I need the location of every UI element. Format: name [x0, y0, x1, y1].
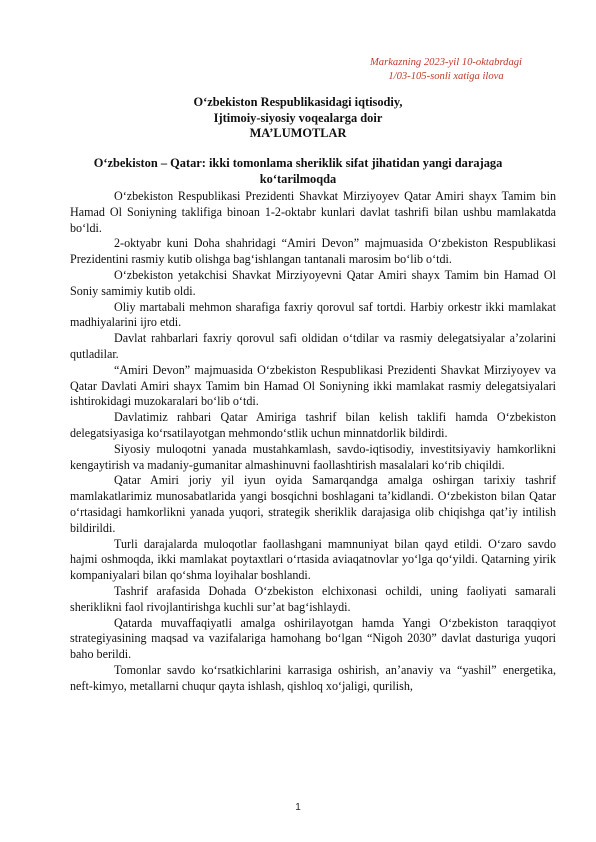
document-header	[70, 95, 526, 142]
annex-line-1: Markazning 2023-yil 10-oktabrdagi	[369, 57, 523, 68]
document-body	[70, 189, 556, 695]
section-title: O‘zbekiston – Qatar: ikki tomonlama sheriklik sifat jihatidan yangi darajaga ko‘tarilmoqda	[93, 156, 503, 186]
paragraph: Qatar Amiri joriy yil iyun oyida Samarqandga amalga oshirgan tarixiy tashrif mamlakatlarimiz munosabatlarida yangi bosqichni boshlagani ta’kidlandi. O‘zbekiston bilan Qatar o‘rtasidagi hamkorlikni yanada yuqori, strategik sheriklik darajasiga olib chiqishga qat’iy intilish bildirildi.	[70, 473, 556, 535]
header-line-2: Ijtimoiy-siyosiy voqealarga doir	[213, 110, 383, 125]
paragraph: Turli darajalarda muloqotlar faollashgani mamnuniyat bilan qayd etildi. O‘zaro savdo hajmi oshmoqda, ikki mamlakat poytaxtlari o‘rtasida aviaqatnovlar yo‘lga qo‘yildi. Qatarning yirik kompaniyalari bilan qo‘shma loyihalar boshlandi.	[70, 536, 556, 583]
page-number: 1	[295, 802, 301, 813]
paragraph: Qatarda muvaffaqiyatli amalga oshirilayotgan hamda Yangi O‘zbekiston taraqqiyot strategiyasining maqsad va vazifalariga hamohang bo‘lgan “Nigoh 2030” davlat dasturiga yuqori baho berildi.	[70, 615, 556, 662]
paragraph: O‘zbekiston Respublikasi Prezidenti Shavkat Mirziyoyev Qatar Amiri shayx Tamim bin Hamad Ol Soniyning taklifiga binoan 1-2-oktabr kunlari davlat tashrifi bilan ushbu mamlakatda bo‘ldi.	[70, 189, 556, 235]
paragraph: Davlat rahbarlari faxriy qorovul safi oldidan o‘tdilar va rasmiy delegatsiyalar a’zolarini qutladilar.	[70, 331, 556, 361]
annex-line-2: 1/03-105-sonli xatiga ilova	[388, 70, 504, 82]
paragraph: 2-oktyabr kuni Doha shahridagi “Amiri Devon” majmuasida O‘zbekiston Respublikasi Prezidentini rasmiy kutib olishga bag‘ishlangan tantanali marosim bo‘lib o‘tdi.	[70, 236, 556, 267]
paragraph: O‘zbekiston yetakchisi Shavkat Mirziyoyevni Qatar Amiri shayx Tamim bin Hamad Ol Soniy samimiy kutib oldi.	[70, 267, 556, 298]
paragraph: Oliy martabali mehmon sharafiga faxriy qorovul saf tortdi. Harbiy orkestr ikki mamlakat madhiyalarini ijro etdi.	[70, 299, 556, 330]
paragraph: Siyosiy muloqotni yanada mustahkamlash, savdo-iqtisodiy, investitsiyaviy hamkorlikni kengaytirish va madaniy-gumanitar almashinuvni faollashtirish masalalari ko‘rib chiqildi.	[70, 441, 556, 472]
header-line-3: MA’LUMOTLAR	[249, 126, 347, 140]
annex-note	[336, 56, 556, 83]
paragraph: Tashrif arafasida Dohada O‘zbekiston elchixonasi ochildi, uning faoliyati samarali sheriklikni faol rivojlantirishga kuchli sur’at bag‘ishlaydi.	[70, 583, 556, 614]
paragraph: Tomonlar savdo ko‘rsatkichlarini karrasiga oshirish, an’anaviy va “yashil” energetika, neft-kimyo, metallarni chuqur qayta ishlash, qishloq xo‘jaligi, qurilish,	[70, 662, 556, 693]
paragraph: Davlatimiz rahbari Qatar Amiriga tashrif bilan kelish taklifi hamda O‘zbekiston delegatsiyasiga ko‘rsatilayotgan mehmondo‘stlik uchun minnatdorlik bildirdi.	[70, 410, 556, 440]
header-line-1: O‘zbekiston Respublikasidagi iqtisodiy,	[193, 95, 403, 109]
paragraph: “Amiri Devon” majmuasida O‘zbekiston Respublikasi Prezidenti Shavkat Mirziyoyev va Qatar Davlati Amiri shayx Tamim bin Hamad Ol Soniyning ikki mamlakat rasmiy delegatsiyalari ishtirokidagi muzokaralari bo‘lib o‘tdi.	[70, 362, 556, 409]
